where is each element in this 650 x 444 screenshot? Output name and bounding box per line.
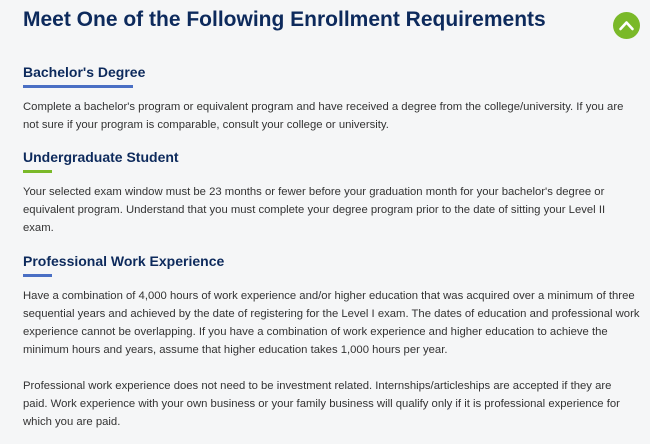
section-paragraph: Have a combination of 4,000 hours of work experience and/or higher education that was acquired over a minimum of three sequential years and achieved by the date of registering for the Level I exam. The dates of education and professional work experience cannot be overlapping. If you have a combination of work experience and higher education to achieve the minimum hours and years, assume that higher education takes 1,000 hours per year. <box>23 290 640 356</box>
chevron-up-icon <box>613 12 640 39</box>
page-title: Meet One of the Following Enrollment Requirements <box>23 8 546 31</box>
section-heading-professional-work-experience: Professional Work Experience <box>23 253 225 269</box>
section-heading-undergraduate-student: Undergraduate Student <box>23 149 179 165</box>
section-underline <box>23 170 52 173</box>
section-underline <box>23 274 52 277</box>
section-paragraph: Complete a bachelor's program or equivalent program and have received a degree from the college/university. If you are not sure if your program is comparable, consult your college or university. <box>23 101 624 131</box>
collapse-button[interactable] <box>613 12 640 39</box>
section-paragraph: Your selected exam window must be 23 months or fewer before your graduation month for your bachelor's degree or equivalent program. Understand that you must complete your degree program prior to the date of sitting your Level II exam. <box>23 186 606 234</box>
section-heading-bachelors-degree: Bachelor's Degree <box>23 64 146 80</box>
section-underline <box>23 85 133 88</box>
section-paragraph: Professional work experience does not need to be investment related. Internships/articleships are accepted if they are paid. Work experience with your own business or your family business will qualify only if it is professional experience for which you are paid. <box>23 380 620 428</box>
